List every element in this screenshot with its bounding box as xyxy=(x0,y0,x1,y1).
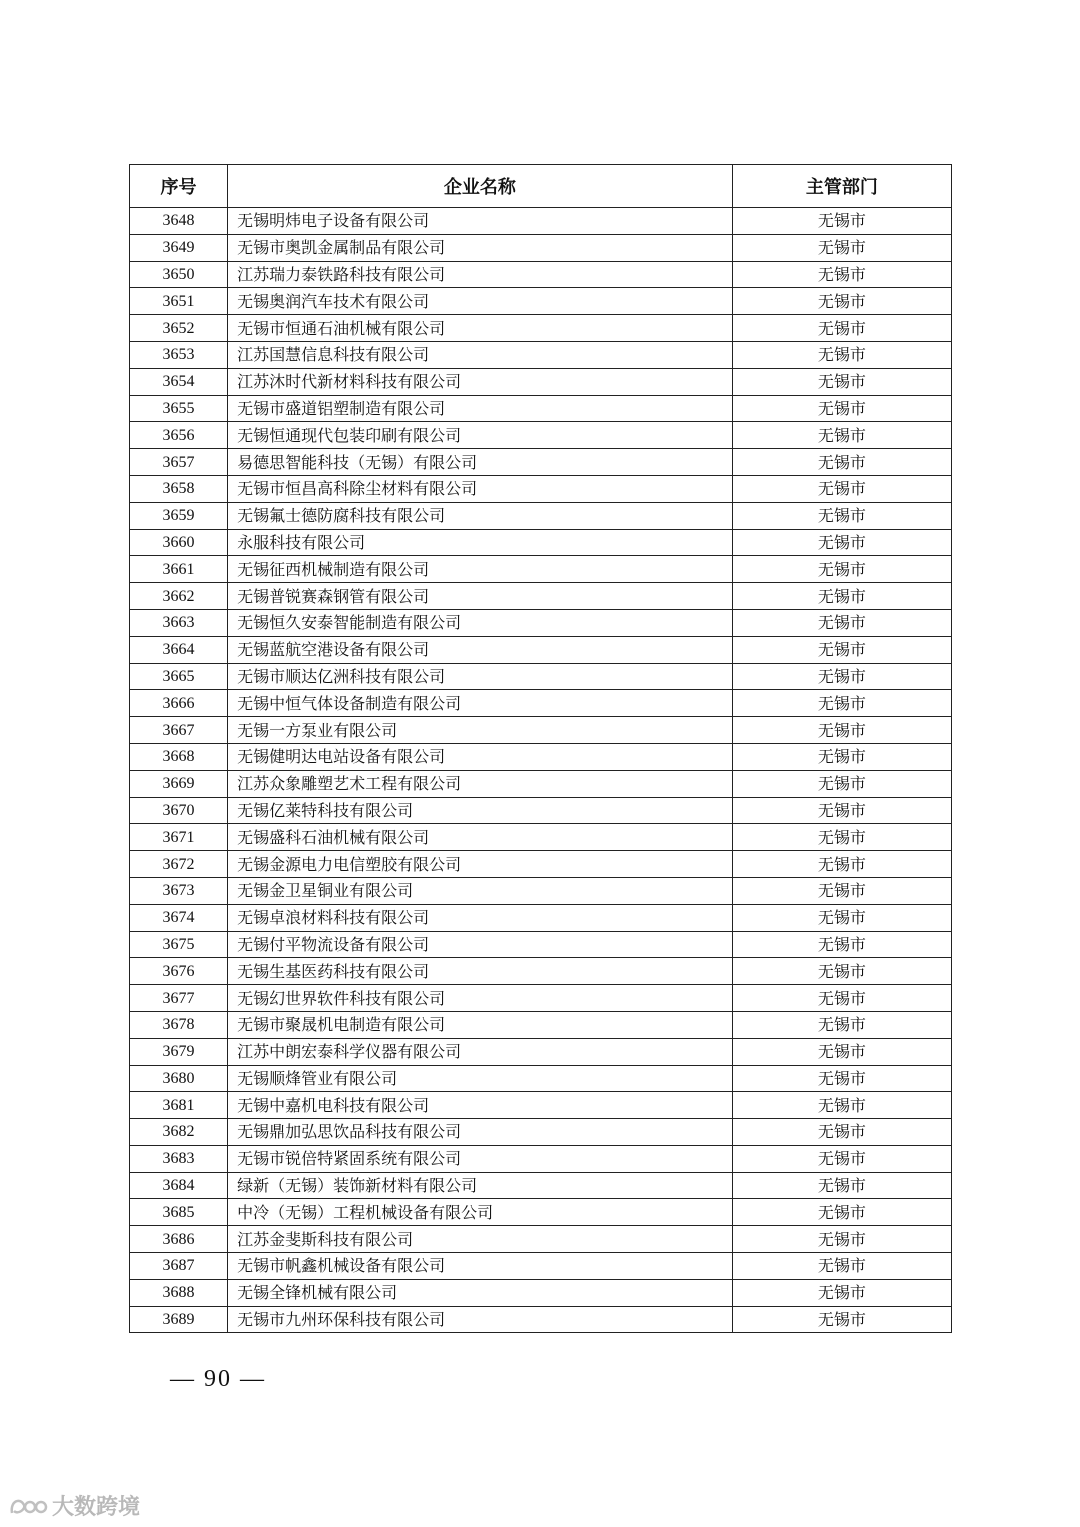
cell-company-name: 无锡盛科石油机械有限公司 xyxy=(228,824,733,851)
cell-department: 无锡市 xyxy=(732,261,951,288)
table-row xyxy=(130,1172,952,1199)
cell-department: 无锡市 xyxy=(732,502,951,529)
cell-department: 无锡市 xyxy=(732,583,951,610)
cell-company-name: 无锡普锐赛森钢管有限公司 xyxy=(228,583,733,610)
table-row xyxy=(130,1038,952,1065)
table-row xyxy=(130,877,952,904)
cell-serial: 3649 xyxy=(130,234,228,261)
cell-serial: 3667 xyxy=(130,717,228,744)
cell-serial: 3666 xyxy=(130,690,228,717)
cell-company-name: 无锡卓浪材料科技有限公司 xyxy=(228,904,733,931)
table-row xyxy=(130,368,952,395)
cell-company-name: 无锡市九州环保科技有限公司 xyxy=(228,1306,733,1333)
cell-serial: 3665 xyxy=(130,663,228,690)
table-row xyxy=(130,690,952,717)
cell-serial: 3658 xyxy=(130,475,228,502)
cell-company-name: 无锡亿莱特科技有限公司 xyxy=(228,797,733,824)
table-row xyxy=(130,315,952,342)
cell-serial: 3686 xyxy=(130,1226,228,1253)
cell-company-name: 无锡恒通现代包装印刷有限公司 xyxy=(228,422,733,449)
cell-company-name: 无锡健明达电站设备有限公司 xyxy=(228,743,733,770)
cell-department: 无锡市 xyxy=(732,1119,951,1146)
cell-serial: 3662 xyxy=(130,583,228,610)
cell-serial: 3676 xyxy=(130,958,228,985)
table-row xyxy=(130,502,952,529)
cell-company-name: 无锡鼎加弘思饮品科技有限公司 xyxy=(228,1119,733,1146)
cell-serial: 3687 xyxy=(130,1253,228,1280)
cell-serial: 3685 xyxy=(130,1199,228,1226)
cell-department: 无锡市 xyxy=(732,422,951,449)
cell-department: 无锡市 xyxy=(732,1199,951,1226)
cell-department: 无锡市 xyxy=(732,743,951,770)
cell-company-name: 无锡市恒通石油机械有限公司 xyxy=(228,315,733,342)
cell-department: 无锡市 xyxy=(732,958,951,985)
cell-department: 无锡市 xyxy=(732,1065,951,1092)
cell-company-name: 无锡付平物流设备有限公司 xyxy=(228,931,733,958)
cell-serial: 3664 xyxy=(130,636,228,663)
table-row xyxy=(130,1011,952,1038)
table-row xyxy=(130,1199,952,1226)
table-header-row xyxy=(130,165,952,208)
cell-company-name: 永服科技有限公司 xyxy=(228,529,733,556)
cell-department: 无锡市 xyxy=(732,449,951,476)
cell-company-name: 江苏国慧信息科技有限公司 xyxy=(228,341,733,368)
cell-serial: 3689 xyxy=(130,1306,228,1333)
cell-department: 无锡市 xyxy=(732,824,951,851)
cell-serial: 3669 xyxy=(130,770,228,797)
table-row xyxy=(130,529,952,556)
cell-serial: 3661 xyxy=(130,556,228,583)
cell-company-name: 无锡恒久安泰智能制造有限公司 xyxy=(228,609,733,636)
cell-serial: 3671 xyxy=(130,824,228,851)
cell-serial: 3673 xyxy=(130,877,228,904)
cell-department: 无锡市 xyxy=(732,395,951,422)
table-row xyxy=(130,1306,952,1333)
cell-department: 无锡市 xyxy=(732,985,951,1012)
cell-company-name: 无锡金源电力电信塑胶有限公司 xyxy=(228,851,733,878)
cell-serial: 3681 xyxy=(130,1092,228,1119)
table-row xyxy=(130,958,952,985)
cell-serial: 3684 xyxy=(130,1172,228,1199)
cell-department: 无锡市 xyxy=(732,475,951,502)
table-row xyxy=(130,1092,952,1119)
header-company-name: 企业名称 xyxy=(228,165,733,208)
cell-company-name: 无锡氟士德防腐科技有限公司 xyxy=(228,502,733,529)
table-row xyxy=(130,824,952,851)
cell-company-name: 无锡幻世界软件科技有限公司 xyxy=(228,985,733,1012)
cell-serial: 3677 xyxy=(130,985,228,1012)
table-row xyxy=(130,1279,952,1306)
cell-serial: 3650 xyxy=(130,261,228,288)
cell-department: 无锡市 xyxy=(732,1038,951,1065)
cell-department: 无锡市 xyxy=(732,341,951,368)
cell-company-name: 江苏瑞力泰铁路科技有限公司 xyxy=(228,261,733,288)
cell-department: 无锡市 xyxy=(732,234,951,261)
cell-department: 无锡市 xyxy=(732,368,951,395)
cell-company-name: 无锡中嘉机电科技有限公司 xyxy=(228,1092,733,1119)
table-row xyxy=(130,1145,952,1172)
cell-serial: 3659 xyxy=(130,502,228,529)
cell-department: 无锡市 xyxy=(732,717,951,744)
cell-company-name: 无锡中恒气体设备制造有限公司 xyxy=(228,690,733,717)
table-row xyxy=(130,717,952,744)
cell-company-name: 江苏金斐斯科技有限公司 xyxy=(228,1226,733,1253)
cell-department: 无锡市 xyxy=(732,1092,951,1119)
cell-company-name: 无锡市奥凯金属制品有限公司 xyxy=(228,234,733,261)
cell-serial: 3683 xyxy=(130,1145,228,1172)
table-row xyxy=(130,1065,952,1092)
cell-department: 无锡市 xyxy=(732,1253,951,1280)
cell-company-name: 无锡市帆鑫机械设备有限公司 xyxy=(228,1253,733,1280)
cell-department: 无锡市 xyxy=(732,315,951,342)
cell-company-name: 江苏中朗宏泰科学仪器有限公司 xyxy=(228,1038,733,1065)
cell-serial: 3679 xyxy=(130,1038,228,1065)
cell-serial: 3660 xyxy=(130,529,228,556)
cell-department: 无锡市 xyxy=(732,1226,951,1253)
page-number: — 90 — xyxy=(170,1366,266,1392)
cell-company-name: 无锡明炜电子设备有限公司 xyxy=(228,208,733,235)
cell-serial: 3652 xyxy=(130,315,228,342)
cell-company-name: 无锡市聚晟机电制造有限公司 xyxy=(228,1011,733,1038)
table-row xyxy=(130,475,952,502)
cell-department: 无锡市 xyxy=(732,1011,951,1038)
logo-mark-icon xyxy=(8,1493,48,1519)
cell-serial: 3654 xyxy=(130,368,228,395)
enterprise-table xyxy=(129,164,952,1333)
cell-serial: 3668 xyxy=(130,743,228,770)
table-row xyxy=(130,556,952,583)
cell-company-name: 无锡奥润汽车技术有限公司 xyxy=(228,288,733,315)
cell-department: 无锡市 xyxy=(732,1306,951,1333)
cell-serial: 3670 xyxy=(130,797,228,824)
cell-company-name: 无锡顺烽管业有限公司 xyxy=(228,1065,733,1092)
table-row xyxy=(130,770,952,797)
table-row xyxy=(130,743,952,770)
cell-serial: 3675 xyxy=(130,931,228,958)
cell-department: 无锡市 xyxy=(732,208,951,235)
cell-serial: 3678 xyxy=(130,1011,228,1038)
cell-serial: 3682 xyxy=(130,1119,228,1146)
header-department: 主管部门 xyxy=(732,165,951,208)
watermark-text: 大数跨境 xyxy=(52,1495,141,1520)
table-row xyxy=(130,851,952,878)
table-row xyxy=(130,449,952,476)
cell-department: 无锡市 xyxy=(732,1145,951,1172)
cell-company-name: 易德思智能科技（无锡）有限公司 xyxy=(228,449,733,476)
cell-serial: 3655 xyxy=(130,395,228,422)
cell-company-name: 无锡金卫星铜业有限公司 xyxy=(228,877,733,904)
table-row xyxy=(130,1119,952,1146)
table-row xyxy=(130,422,952,449)
cell-department: 无锡市 xyxy=(732,636,951,663)
table-row xyxy=(130,931,952,958)
table-row xyxy=(130,288,952,315)
cell-company-name: 无锡市锐倍特紧固系统有限公司 xyxy=(228,1145,733,1172)
cell-serial: 3653 xyxy=(130,341,228,368)
table-row xyxy=(130,261,952,288)
header-serial: 序号 xyxy=(130,165,228,208)
cell-company-name: 中冷（无锡）工程机械设备有限公司 xyxy=(228,1199,733,1226)
cell-department: 无锡市 xyxy=(732,851,951,878)
cell-department: 无锡市 xyxy=(732,529,951,556)
cell-serial: 3656 xyxy=(130,422,228,449)
cell-company-name: 无锡征西机械制造有限公司 xyxy=(228,556,733,583)
cell-serial: 3663 xyxy=(130,609,228,636)
table-row xyxy=(130,797,952,824)
cell-department: 无锡市 xyxy=(732,797,951,824)
cell-company-name: 无锡市顺达亿洲科技有限公司 xyxy=(228,663,733,690)
cell-department: 无锡市 xyxy=(732,1279,951,1306)
table-row xyxy=(130,583,952,610)
cell-company-name: 无锡全锋机械有限公司 xyxy=(228,1279,733,1306)
cell-department: 无锡市 xyxy=(732,931,951,958)
cell-department: 无锡市 xyxy=(732,770,951,797)
table-row xyxy=(130,663,952,690)
cell-department: 无锡市 xyxy=(732,288,951,315)
table-row xyxy=(130,395,952,422)
table-row xyxy=(130,636,952,663)
table-row xyxy=(130,341,952,368)
cell-company-name: 绿新（无锡）装饰新材料有限公司 xyxy=(228,1172,733,1199)
cell-serial: 3680 xyxy=(130,1065,228,1092)
cell-serial: 3688 xyxy=(130,1279,228,1306)
cell-serial: 3657 xyxy=(130,449,228,476)
cell-company-name: 江苏众象雕塑艺术工程有限公司 xyxy=(228,770,733,797)
cell-serial: 3672 xyxy=(130,851,228,878)
cell-serial: 3674 xyxy=(130,904,228,931)
cell-company-name: 无锡市盛道铝塑制造有限公司 xyxy=(228,395,733,422)
cell-company-name: 江苏沐时代新材料科技有限公司 xyxy=(228,368,733,395)
table-body xyxy=(130,208,952,1333)
cell-department: 无锡市 xyxy=(732,609,951,636)
cell-department: 无锡市 xyxy=(732,877,951,904)
table-row xyxy=(130,234,952,261)
cell-department: 无锡市 xyxy=(732,1172,951,1199)
cell-serial: 3651 xyxy=(130,288,228,315)
cell-department: 无锡市 xyxy=(732,690,951,717)
cell-company-name: 无锡生基医药科技有限公司 xyxy=(228,958,733,985)
table-row xyxy=(130,904,952,931)
table-row xyxy=(130,985,952,1012)
cell-serial: 3648 xyxy=(130,208,228,235)
cell-company-name: 无锡市恒昌高科除尘材料有限公司 xyxy=(228,475,733,502)
cell-department: 无锡市 xyxy=(732,904,951,931)
cell-company-name: 无锡一方泵业有限公司 xyxy=(228,717,733,744)
cell-department: 无锡市 xyxy=(732,663,951,690)
watermark xyxy=(8,1490,140,1521)
table-row xyxy=(130,208,952,235)
table-row xyxy=(130,609,952,636)
cell-company-name: 无锡蓝航空港设备有限公司 xyxy=(228,636,733,663)
cell-department: 无锡市 xyxy=(732,556,951,583)
table-row xyxy=(130,1253,952,1280)
table-row xyxy=(130,1226,952,1253)
